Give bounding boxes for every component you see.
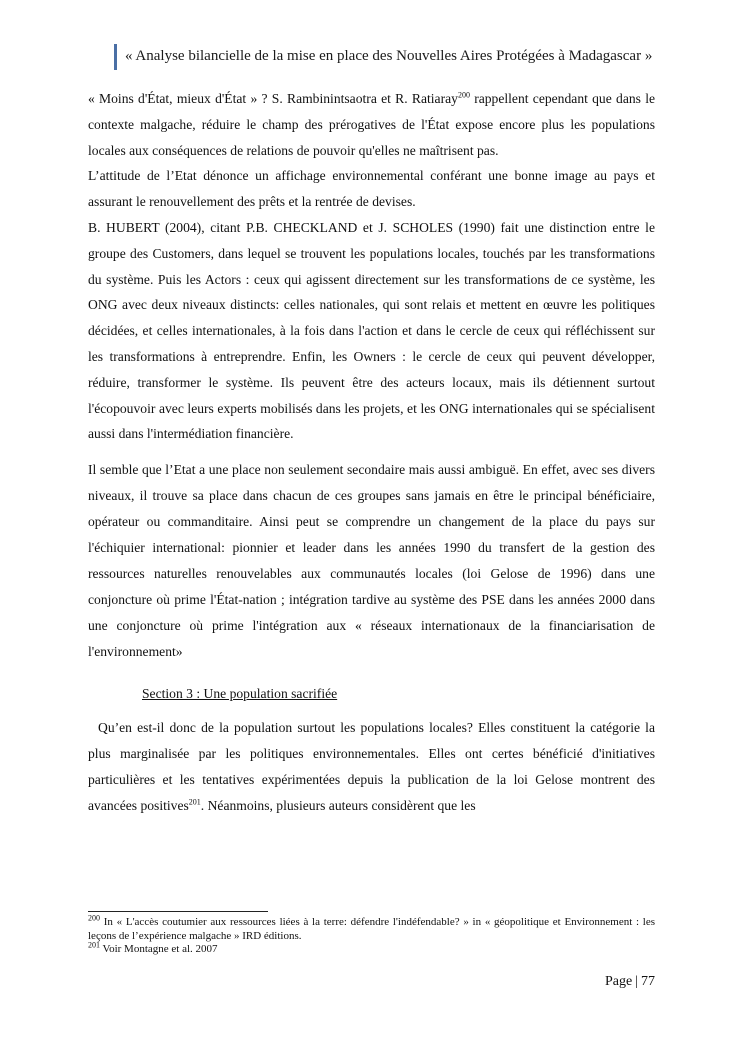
- page-body: [88, 86, 655, 819]
- section-title: Section 3 : Une population sacrifiée: [142, 686, 338, 702]
- footnotes: [88, 913, 655, 957]
- footnote-divider: [88, 911, 268, 912]
- footnote-201: $^{201}$ Voir Montagne et al. 2007: [88, 940, 218, 955]
- page-footer: [605, 974, 655, 990]
- paragraph-5: Qu’en est-il donc de la population surtout les populations locales? Elles constituent la catégorie la plus marginalisée par les politiques environnementales. Elles ont certes bénéficié d'initiatives particulières et les tentatives expérimentées depuis la publication de la loi Gelose montrent des avancées positives$^{201}$. Néanmoins, plusieurs auteurs considèrent que les: [88, 720, 655, 814]
- running-header: [114, 44, 652, 70]
- footnote-200: $^{200}$ In « L'accès coutumier aux ressources liées à la terre: défendre l'indéfendable? » in « géopolitique et Environnement : les leçons de l’expérience malgache » IRD éditions.: [88, 913, 655, 942]
- paragraph-4: Il semble que l’Etat a une place non seulement secondaire mais aussi ambiguë. En effet, avec ses divers niveaux, il trouve sa place dans chacun de ces groupes sans jamais en être le principal bénéficiaire, opérateur ou commanditaire. Ainsi peut se comprendre un changement de la place du pays sur l'échiquier international: pionnier et leader dans les années 1990 du transfert de la gestion des ressources naturelles renouvelables aux communautés locales (loi Gelose de 1996) dans une conjoncture où prime l'État-nation ; intégration tardive au système des PSE dans les années 2000 dans une conjoncture où prime l'intégration aux « réseaux internationaux de la financiarisation de l'environnement»: [88, 462, 655, 660]
- paragraph-2: L’attitude de l’Etat dénonce un affichage environnemental conférant une bonne image au pays et assurant le renouvellement des prêts et la rentrée de devises.: [88, 168, 655, 210]
- paragraph-3: B. HUBERT (2004), citant P.B. CHECKLAND et J. SCHOLES (1990) fait une distinction entre le groupe des Customers, dans lequel se trouvent les populations locales, touchés par les transformations du système. Puis les Actors : ceux qui agissent directement sur les transformations de ce système, les ONG avec deux niveaux distincts: celles nationales, qui sont relais et mettent en œuvre les politiques décidées, et celles internationales, à la fois dans l'action et dans le cercle de ceux qui réfléchissent sur les transformations à entreprendre. Enfin, les Owners : le cercle de ceux qui peuvent développer, réduire, transformer le système. Ils peuvent être des acteurs locaux, mais ils détiennent surtout l'écopouvoir avec leurs experts mobilisés dans les projets, et les ONG internationales qui se spécialisent aussi dans l'intermédiation financière.: [88, 219, 655, 442]
- page-label: Page: [604, 974, 633, 989]
- paragraph-1: « Moins d'État, mieux d'État » ? S. Rambinintsaotra et R. Ratiaray$^{200}$ rappellent cependant que dans le contexte malgache, réduire le champ des prérogatives de l'État expose encore plus les populations locales aux conséquences de relations de pouvoir qu'elles ne maîtrisent pas.: [88, 90, 655, 158]
- header-title: « Analyse bilancielle de la mise en place des Nouvelles Aires Protégées à Madagascar »: [125, 48, 653, 64]
- page-number: 77: [641, 974, 655, 989]
- footnote-ref-201[interactable]: 201: [188, 797, 201, 807]
- footnote-ref-200[interactable]: 200: [457, 90, 470, 100]
- page-separator: |: [635, 974, 638, 989]
